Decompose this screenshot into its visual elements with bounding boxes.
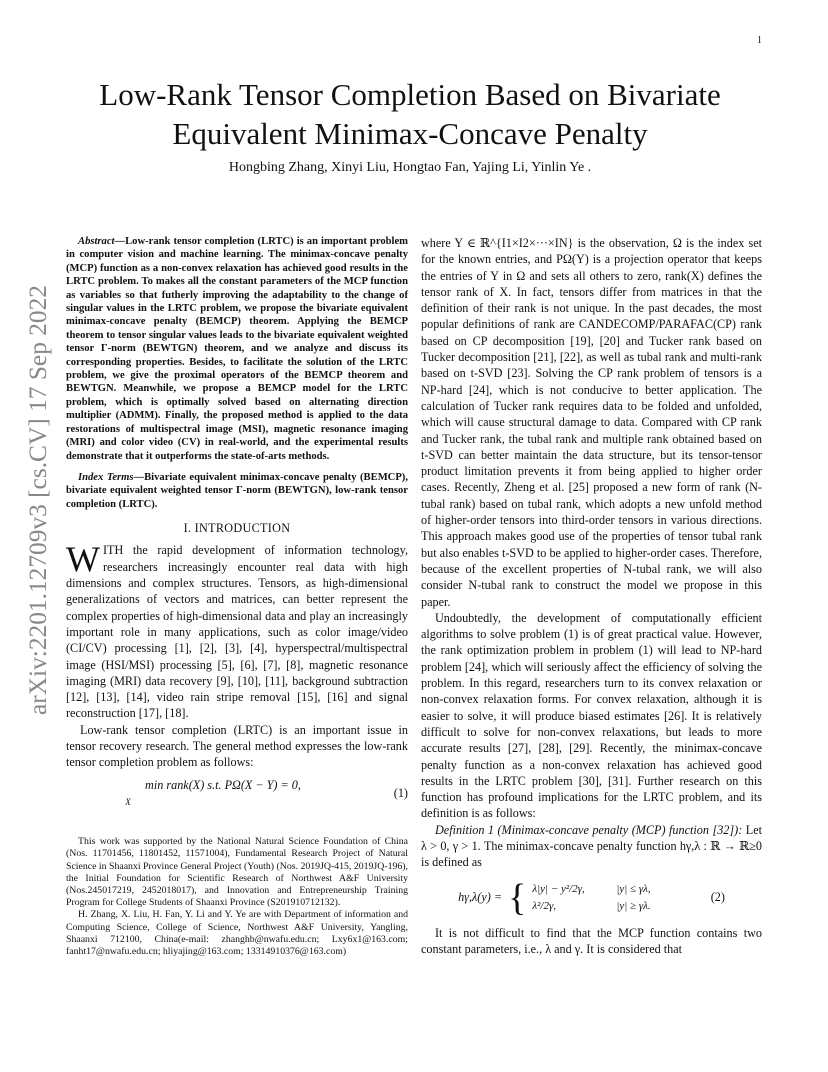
- title-line-2: Equivalent Minimax-Concave Penalty: [172, 116, 648, 151]
- equation-2-cases: [532, 881, 650, 915]
- right-paragraph-2: Undoubtedly, the development of computationally efficient algorithms to solve problem (1) is of great practical value. However, the rank optimization problem in problem (1) will lead to NP-hard problem [24], which will seriously affect the efficiency of solving the problem. In this regard, researchers turn to its convex relaxation or non-convex relaxation forms. For convex relaxation, although it is easier to solve, it will produce biased estimates [26]. It is relatively difficult to solve for non-convex relaxations, but leads to more accurate results [27], [28], [29]. Recently, the minimax-concave penalty function as a non-convex relaxation has achieved good results in the LRTC problem [30], [31]. Further research on this function has profound implications for the LRTC problem, and its definition is as follows:: [421, 610, 762, 821]
- index-terms-text: —Bivariate equivalent minimax-concave penalty (BEMCP), bivariate equivalent weighted tensor Γ-norm (BEWTGN), low-rank tensor completion (LRTC).: [66, 471, 408, 510]
- footnote-affiliation: H. Zhang, X. Liu, H. Fan, Y. Li and Y. Ye are with Department of information and Computing Science, College of Science, Northwest A&F University, Yangling, Shaanxi 712100, China(e-mail: zhanghb@nwafu.edu.cn; Lxy6x1@163.com; fanht17@nwafu.edu.cn; hliyajing@163.com; 13314910376@163.com): [66, 909, 408, 957]
- abstract-text: —Low-rank tensor completion (LRTC) is an important problem in computer vision and machine learning. The minimax-concave penalty (MCP) function as a non-convex relaxation has achieved good results in the LRTC problem. To makes all the constant parameters of the MCP function as variables so that futherly improving the adaptability to the change of singular values in the LRTC problem, we propose the bivariate equivalent minimax-concave penalty (BEMCP) theorem. Applying the BEMCP theorem to tensor singular values leads to the bivariate equivalent weighted tensor Γ-norm (BEWTGN) theorem, and we analyze and discuss its corresponding properties. Besides, to facilitate the solution of the LRTC problem, we give the proximal operators of the BEMCP theorem and BEWTGN. Meanwhile, we propose a BEMCP model for the LRTC problem, which is optimally solved based on alternating direction multiplier (ADMM). Finally, the proposed method is applied to the data restorations of multispectral image (MSI), magnetic resonance imaging (MRI) and color video (CV) in real-world, and the experimental results demonstrate that it outperforms the state-of-arts methods.: [66, 236, 408, 462]
- equation-2-number: (2): [710, 890, 725, 905]
- equation-2-row-2-expr: λ²/2γ,: [532, 899, 557, 912]
- equation-1-text: min rank(X) s.t. PΩ(X − Y) = 0,: [145, 777, 301, 792]
- equation-2: [421, 876, 762, 919]
- intro-paragraph-1-text: ITH the rapid development of information technology, researchers increasingly encounter real data with high dimensions and complex structures. Tensors, as high-dimensional generalizations of vectors and matrices, can better represent the complex properties of high-dimensional data and play an increasingly important role in many applications, such as color image/video (CI/CV) processing [1], [2], [3], [4], hyperspectral/multispectral image (HSI/MSI) processing [5], [6], [7], [8], magnetic resonance imaging (MRI) data recovery [9], [10], [11], background subtraction [12], [13], [14], video rain stripe removal [15], [16] and signal reconstruction [17], [18].: [66, 543, 408, 721]
- title-line-1: Low-Rank Tensor Completion Based on Bivariate: [99, 77, 721, 112]
- arxiv-sidebar: [16, 285, 56, 715]
- equation-2-lhs: hγ,λ(y) =: [458, 890, 503, 905]
- right-paragraph-1: where Y ∈ ℝ^{I1×I2×···×IN} is the observation, Ω is the index set for the known entries, and PΩ(Y) is a projection operator that keeps the entries of Y in Ω and sets all others to zero, rank(X) defines the tensor rank of X. In fact, tensors differ from matrices in that the definition of their rank is not unique. In the past decades, the most popular definitions of rank are CANDECOMP/PARAFAC(CP) rank based on CP decomposition [19], [20] and Tucker rank based on Tucker decomposition [21], [22], as well as tubal rank and multi-rank based on t-SVD [23]. Solving the CP rank problem of tensors is a NP-hard [24], which is not conducive to better application. The calculation of Tucker rank requires data to be folded and unfolded, which will cause structural damage to data. Compared with CP rank and Tucker rank, the tubal rank and multiple rank obtained based on t-SVD can better maintain the data structure, but its tensor-tensor product limitation prevents it from being applied to higher order cases. Recently, Zheng et al. [25] proposed a new form of rank (N-tubal rank) based on tubal rank, which adopts a new unfold method of higher-order tensors into third-order tensors in various directions. This approach makes good use of the properties of tensor tubal rank but also enables t-SVD to be applied to higher-order cases. Therefore, because of the excellent properties of N-tubal rank, we will also consider N-tubal rank to construct the model we propose in this paper.: [421, 236, 762, 609]
- definition-1-label: Definition 1 (Minimax-concave penalty (MCP) function [32]):: [435, 822, 743, 837]
- paper-title: [60, 75, 760, 153]
- right-paragraph-3: It is not difficult to find that the MCP function contains two constant parameters, i.e., λ and γ. It is considered that: [421, 925, 762, 956]
- equation-2-brace: {: [508, 876, 527, 919]
- equation-1-subscript: X: [125, 796, 131, 807]
- author-list: Hongbing Zhang, Xinyi Liu, Hongtao Fan, Yajing Li, Yinlin Ye .: [228, 160, 592, 175]
- intro-paragraph-1: [66, 539, 408, 721]
- right-column: [421, 235, 762, 957]
- arxiv-identifier: arXiv:2201.12709v3 [cs.CV] 17 Sep 2022: [25, 291, 52, 715]
- equation-1-body: [66, 777, 380, 811]
- equation-2-row-1-expr: λ|y| − y²/2γ,: [532, 882, 585, 895]
- left-column: [66, 235, 408, 958]
- index-terms-label: Index Terms: [78, 471, 134, 483]
- definition-1-text: Let λ > 0, γ > 1. The minimax-concave penalty function hγ,λ : ℝ → ℝ≥0 is defined as: [421, 822, 763, 870]
- equation-1-number: (1): [393, 786, 408, 801]
- page-number: 1: [757, 35, 762, 46]
- footnotes: [66, 836, 408, 958]
- abstract: [66, 235, 408, 463]
- abstract-label: Abstract: [78, 236, 115, 247]
- equation-1: [66, 777, 408, 811]
- index-terms: [66, 471, 408, 511]
- intro-paragraph-2: Low-rank tensor completion (LRTC) is an important issue in tensor recovery research. The general method expresses the low-rank tensor completion problem as follows:: [66, 722, 408, 770]
- footnote-funding: This work was supported by the National Natural Science Foundation of China (Nos. 11701456, 11801452, 11571004), Fundamental Research Project of Natural Science in Shaanxi Province General Project (Youth) (Nos. 2019JQ-415, 2019JQ-196), the Initial Foundation for Scientific Research of Northwest A&F University (Nos.245017219, 2452018017), and Innovation and Entrepreneurship Training Program for College Students of Shaanxi Province (S201910712132).: [66, 836, 408, 909]
- definition-1: [421, 822, 762, 871]
- equation-2-row-2-cond: |y| ≥ γλ.: [616, 899, 651, 912]
- section-heading-introduction: I. INTRODUCTION: [183, 521, 291, 536]
- equation-2-row-1-cond: |y| ≤ γλ,: [616, 882, 651, 895]
- arxiv-sidebar-svg: [16, 285, 56, 715]
- drop-cap: W: [66, 539, 100, 580]
